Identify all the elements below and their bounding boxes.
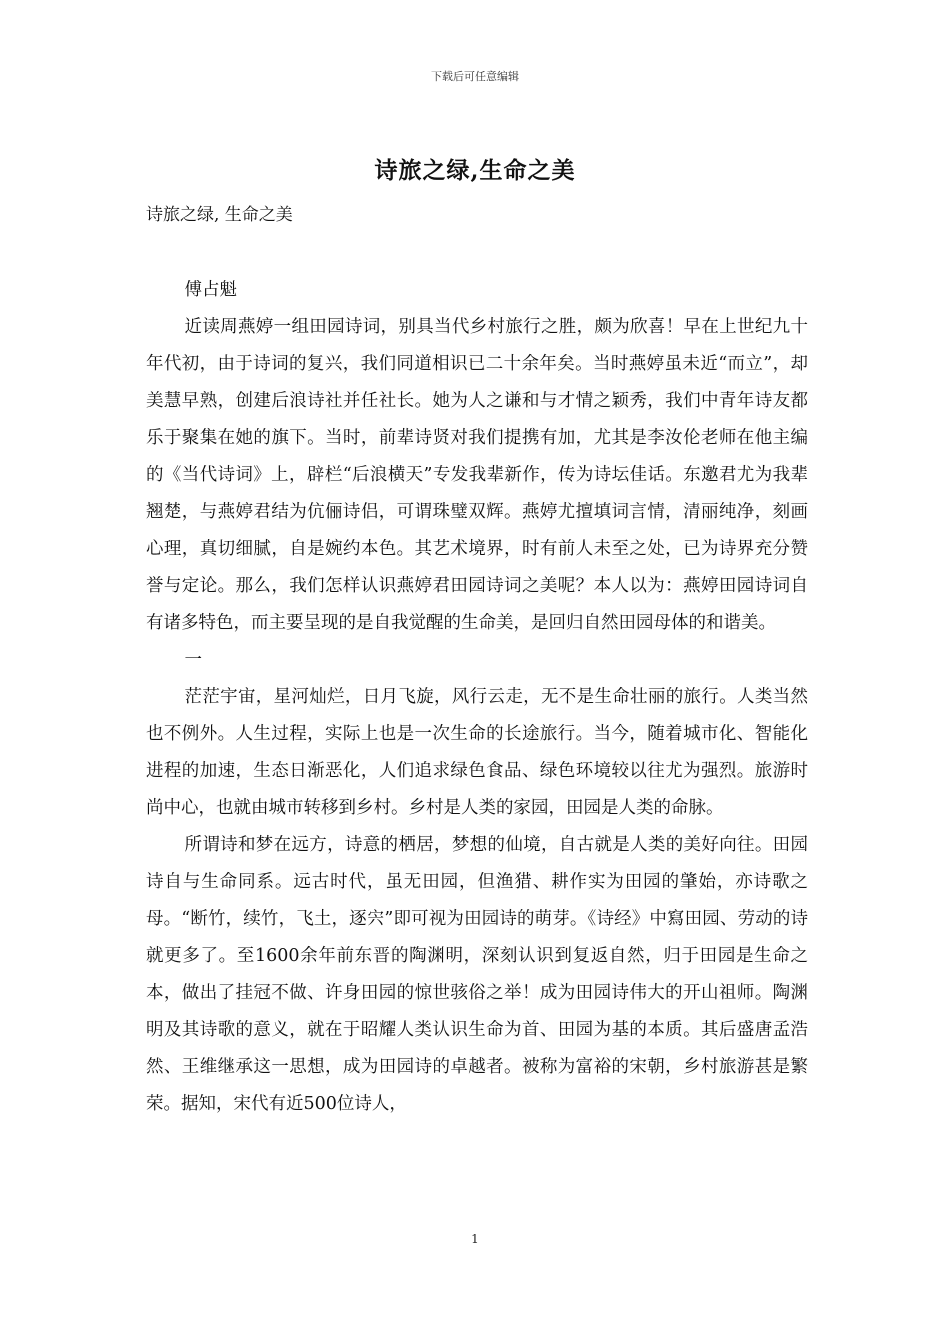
document-body (146, 272, 808, 1123)
paragraph: 茫茫宇宙，星河灿烂，日月飞旋，风行云走，无不是生命壮丽的旅行。人类当然也不例外。人生过程，实际上也是一次生命的长途旅行。当今，随着城市化、智能化进程的加速，生态日渐恶化，人们追求绿色食品、绿色环境较以往尤为强烈。旅游时尚中心，也就由城市转移到乡村。乡村是人类的家园，田园是人类的命脉。 (146, 687, 808, 818)
author-name: 傅占魁 (184, 280, 237, 300)
paragraph: 近读周燕婷一组田园诗词，别具当代乡村旅行之胜，颇为欣喜！早在上世纪九十年代初，由于诗词的复兴，我们同道相识已二十余年矣。当时燕婷虽未近“而立”，却美慧早熟，创建后浪诗社并任社长。她为人之谦和与才情之颖秀，我们中青年诗友都乐于聚集在她的旗下。当时，前辈诗贤对我们提携有加，尤其是李汝伦老师在他主编的《当代诗词》上，辟栏“后浪横天”专发我辈新作，传为诗坛佳话。东邀君尤为我辈翘楚，与燕婷君结为伉俪诗侣，可谓珠璧双辉。燕婷尤擅填词言情，清丽纯净，刻画心理，真切细腻，自是婉约本色。其艺术境界，时有前人未至之处，已为诗界充分赞誉与定论。那么，我们怎样认识燕婷君田园诗词之美呢？本人以为：燕婷田园诗词自有诸多特色，而主要呈现的是自我觉醒的生命美，是回归自然田园母体的和谐美。 (146, 317, 808, 633)
section-heading: 一 (184, 650, 202, 670)
page-header: 下载后可任意编辑 (431, 70, 519, 83)
page-number: 1 (471, 1232, 479, 1246)
paragraph: 所谓诗和梦在远方，诗意的栖居，梦想的仙境，自古就是人类的美好向往。田园诗自与生命同系。远古时代，虽无田园，但渔猎、耕作实为田园的肇始，亦诗歌之母。“断竹，续竹，飞土，逐宍”即可视为田园诗的萌芽。《诗经》中寫田园、劳动的诗就更多了。至1600余年前东晋的陶渊明，深刻认识到复返自然，归于田园是生命之本，做出了挂冠不做、许身田园的惊世骇俗之举！成为田园诗伟大的开山祖师。陶渊明及其诗歌的意义，就在于昭耀人类认识生命为首、田园为基的本质。其后盛唐孟浩然、王维继承这一思想，成为田园诗的卓越者。被称为富裕的宋朝，乡村旅游甚是繁荣。据知，宋代有近500位诗人， (146, 835, 808, 1114)
document-subtitle: 诗旅之绿, 生命之美 (146, 205, 293, 225)
document-title: 诗旅之绿,生命之美 (374, 157, 576, 184)
